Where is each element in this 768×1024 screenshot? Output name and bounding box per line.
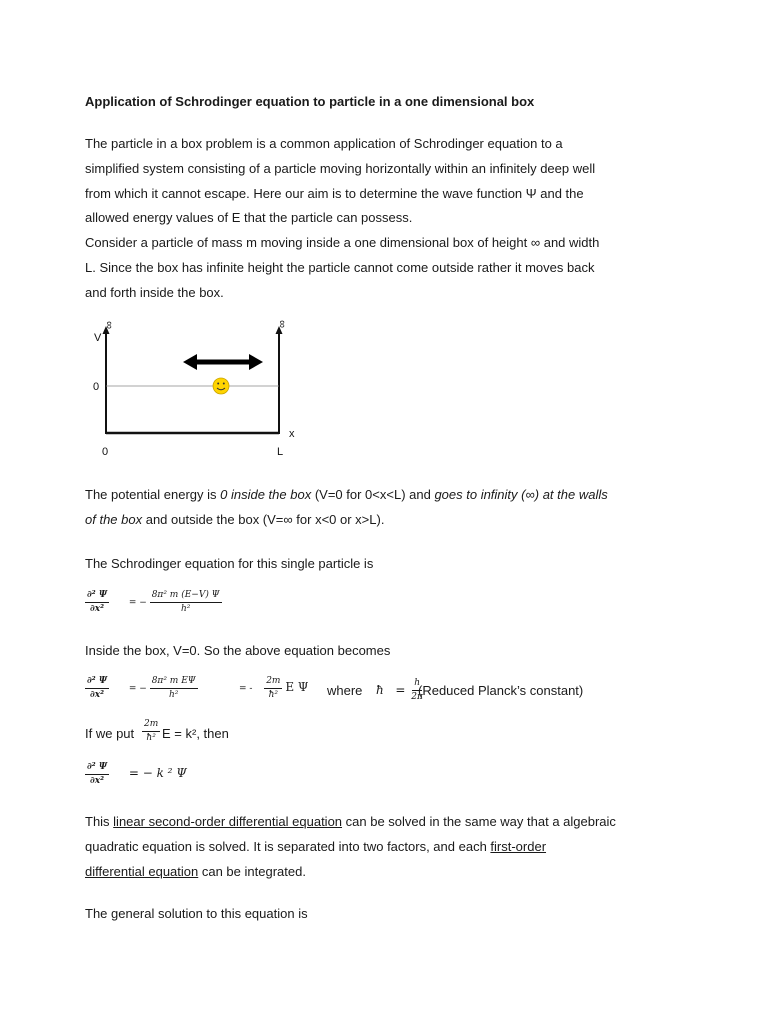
origin-label: 0 bbox=[102, 446, 109, 458]
motion-arrow-right-head bbox=[249, 354, 263, 370]
substitution-suffix: E = k², then bbox=[162, 726, 229, 741]
equals-sign: = - bbox=[239, 684, 253, 694]
intro-line: The particle in a box problem is a common application of Schrodinger equation to a bbox=[85, 136, 563, 151]
potential-paragraph bbox=[85, 483, 645, 533]
infinity-right-label: ∞ bbox=[276, 320, 288, 328]
smiley-particle-icon bbox=[213, 378, 229, 394]
wave-equation-rhs: = − k ² Ψ bbox=[128, 766, 187, 780]
equals-sign: = bbox=[395, 683, 406, 697]
schrodinger-intro: The Schrodinger equation for this single particle is bbox=[85, 556, 374, 571]
solve-text: quadratic equation is solved. It is separated into two factors, and each bbox=[85, 838, 491, 854]
substitution-fraction: $\frac{2m}{\text{ħ²}}$ bbox=[144, 719, 159, 743]
solve-text: can be integrated. bbox=[198, 863, 306, 879]
general-solution-text: The general solution to this equation is bbox=[85, 906, 308, 921]
x-axis-label: x bbox=[289, 428, 295, 440]
potential-text: and outside the box (V=∞ for x<0 or x>L). bbox=[142, 511, 385, 527]
solve-paragraph bbox=[85, 810, 645, 884]
first-order-link[interactable]: first-order bbox=[490, 838, 547, 854]
hbar-note: (Reduced Planck’s constant) bbox=[418, 683, 584, 698]
document-title: Application of Schrodinger equation to particle in a one dimensional box bbox=[85, 94, 535, 109]
hbar-value-fraction: $\frac{h}{2\pi}$ bbox=[411, 678, 423, 702]
intro-line: allowed energy values of E that the particle can possess. bbox=[85, 210, 413, 226]
zero-level-label: 0 bbox=[93, 381, 100, 393]
lhs-fraction: $\frac{\text{∂² Ψ}}{\text{∂x²}}$ bbox=[87, 676, 108, 700]
rhs-fraction: $\frac{\text{8π² m (E−V) Ψ}}{\text{h²}}$ bbox=[151, 590, 220, 614]
differential-equation-link[interactable]: differential equation bbox=[85, 863, 199, 879]
intro-line: L. Since the box has infinite height the particle cannot come outside rather it moves back bbox=[85, 259, 595, 275]
particle-in-box-diagram bbox=[85, 312, 315, 462]
width-label: L bbox=[277, 446, 284, 458]
equals-sign: = − bbox=[128, 684, 147, 694]
intro-line: from which it cannot escape. Here our aim is to determine the wave function Ψ and the bbox=[85, 185, 584, 201]
substitution-prefix: If we put bbox=[85, 726, 135, 741]
intro-line: Consider a particle of mass m moving inside a one dimensional box of height ∞ and width bbox=[85, 235, 600, 251]
intro-line: simplified system consisting of a particle moving horizontally within an infinitely deep well bbox=[85, 160, 596, 176]
lhs-fraction: $\frac{\text{∂² Ψ}}{\text{∂x²}}$ bbox=[87, 762, 108, 786]
schrodinger-equation bbox=[85, 590, 222, 615]
where-text: where bbox=[327, 683, 363, 698]
energy-psi: E Ψ bbox=[285, 680, 309, 694]
v-axis-label: V bbox=[94, 332, 102, 344]
linear-ode-link[interactable]: linear second-order differential equation bbox=[113, 814, 343, 829]
hbar-equation bbox=[239, 676, 308, 701]
solve-text: can be solved in the same way that a algebraic bbox=[342, 814, 616, 829]
potential-text-italic: 0 inside the box bbox=[220, 487, 312, 502]
intro-paragraph bbox=[85, 132, 645, 306]
potential-text: (V=0 for 0<x<L) and bbox=[311, 487, 435, 502]
hbar-fraction: $\frac{2m}{\text{ħ²}}$ bbox=[266, 676, 281, 700]
potential-text-italic: goes to infinity (∞) at the walls bbox=[434, 487, 608, 502]
rhs-fraction: $\frac{\text{8π² m EΨ}}{\text{h²}}$ bbox=[151, 676, 196, 700]
infinity-left-label: ∞ bbox=[103, 321, 115, 329]
inside-box-text: Inside the box, V=0. So the above equation becomes bbox=[85, 643, 391, 658]
intro-line: and forth inside the box. bbox=[85, 284, 224, 300]
potential-text: The potential energy is bbox=[85, 487, 221, 502]
solve-text: This bbox=[85, 814, 114, 829]
potential-text-italic: of the box bbox=[85, 511, 143, 527]
wave-equation bbox=[85, 762, 187, 787]
hbar-symbol: ħ bbox=[376, 683, 384, 697]
equals-sign: = − bbox=[128, 598, 147, 608]
lhs-fraction: $\frac{\text{∂² Ψ}}{\text{∂x²}}$ bbox=[87, 590, 108, 614]
motion-arrow-left-head bbox=[183, 354, 197, 370]
reduced-equation bbox=[85, 676, 198, 701]
